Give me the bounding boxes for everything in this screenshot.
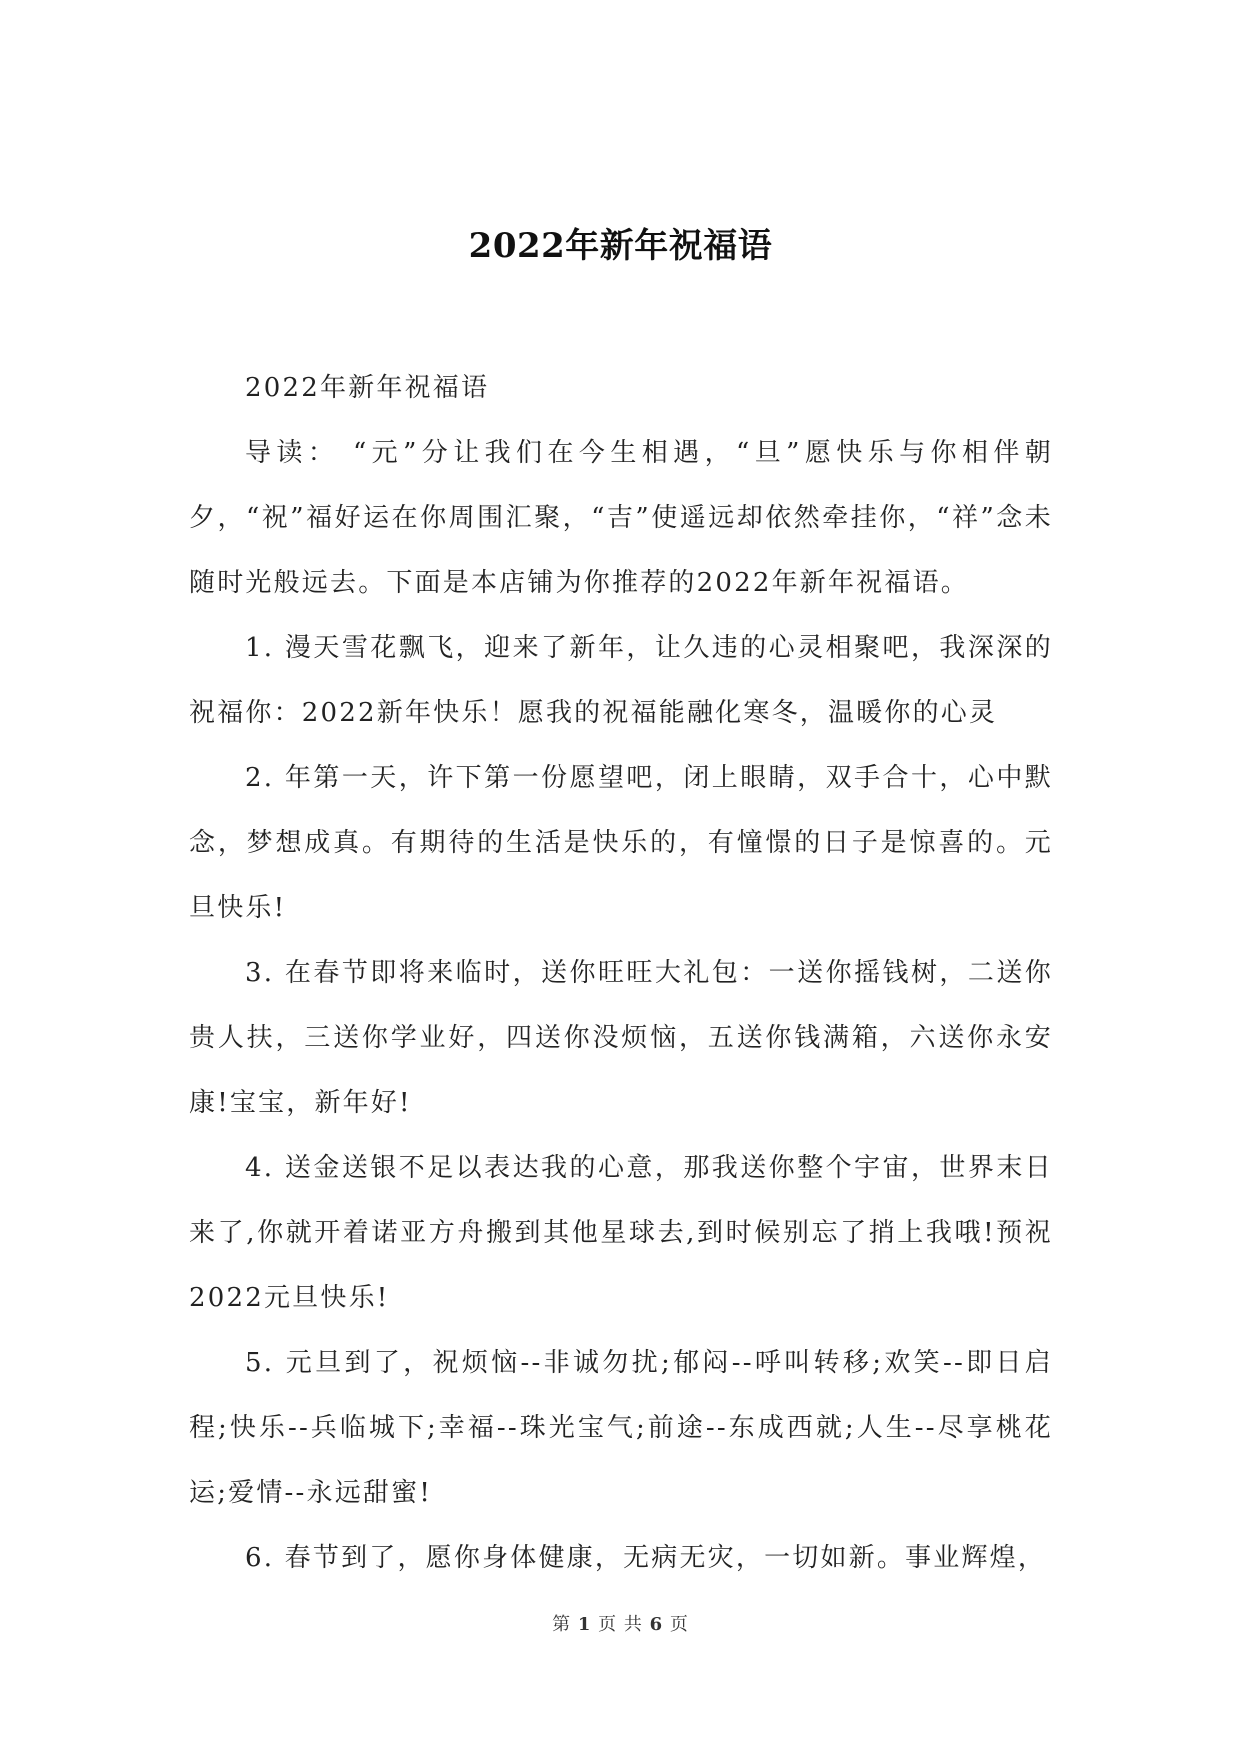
paragraph-item-1: 1. 漫天雪花飘飞，迎来了新年，让久违的心灵相聚吧，我深深的祝福你：2022新年快乐！愿我的祝福能融化寒冬，温暖你的心灵 xyxy=(189,633,1053,728)
footer-suffix: 页 xyxy=(669,1614,689,1635)
paragraph-subtitle: 2022年新年祝福语 xyxy=(245,373,490,403)
document-title: 2022年新年祝福语 xyxy=(468,226,773,266)
paragraph-intro: 导读： “元”分让我们在今生相遇，“旦”愿快乐与你相伴朝夕，“祝”福好运在你周围汇聚，“吉”使遥远却依然牵挂你，“祥”念未随时光般远去。下面是本店铺为你推荐的2022年新年祝福语。 xyxy=(189,438,1053,598)
paragraph-item-3: 3. 在春节即将来临时，送你旺旺大礼包：一送你摇钱树，二送你贵人扶，三送你学业好，四送你没烦恼，五送你钱满箱，六送你永安康!宝宝，新年好! xyxy=(189,958,1053,1118)
footer-middle: 页 共 xyxy=(598,1614,643,1635)
document-body xyxy=(189,356,1053,1591)
page-footer xyxy=(0,1612,1241,1638)
footer-total-pages: 6 xyxy=(649,1614,664,1635)
paragraph-item-2: 2. 年第一天，许下第一份愿望吧，闭上眼睛，双手合十，心中默念，梦想成真。有期待的生活是快乐的，有憧憬的日子是惊喜的。元旦快乐! xyxy=(189,763,1053,923)
footer-current-page: 1 xyxy=(577,1614,592,1635)
paragraph-item-4: 4. 送金送银不足以表达我的心意，那我送你整个宇宙，世界末日来了,你就开着诺亚方舟搬到其他星球去,到时候别忘了捎上我哦!预祝2022元旦快乐! xyxy=(189,1153,1053,1313)
paragraph-item-6: 6. 春节到了，愿你身体健康，无病无灾，一切如新。事业辉煌， xyxy=(245,1543,1047,1573)
footer-prefix: 第 xyxy=(552,1614,572,1635)
paragraph-item-5: 5. 元旦到了，祝烦恼--非诚勿扰;郁闷--呼叫转移;欢笑--即日启程;快乐--兵临城下;幸福--珠光宝气;前途--东成西就;人生--尽享桃花运;爱情--永远甜蜜! xyxy=(189,1348,1053,1508)
